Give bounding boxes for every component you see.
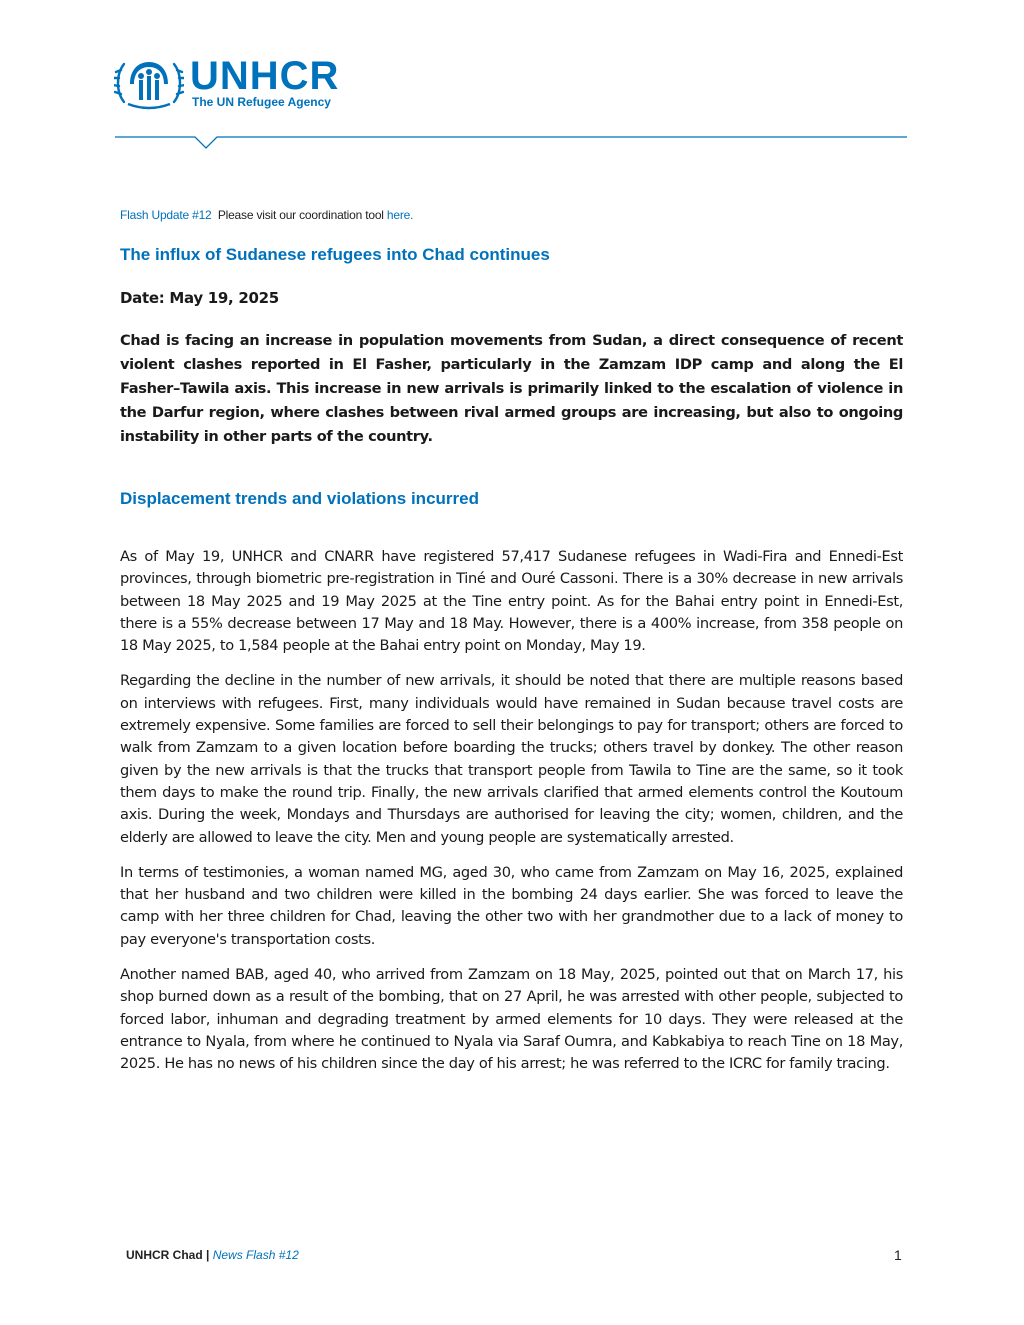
lead-paragraph: Chad is facing an increase in population movements from Sudan, a direct consequence of recent violent clashes reported in El Fasher, particularly in the Zamzam IDP camp and along the El Fasher–Tawila axis. This increase in new arrivals is primarily linked to the escalation of violence in the Darfur region, where clashes between rival armed groups are increasing, but also to ongoing instability in other parts of the country.: [120, 332, 903, 445]
footer-org: UNHCR Chad |: [126, 1248, 210, 1262]
body-paragraph: Another named BAB, aged 40, who arrived from Zamzam on 18 May, 2025, pointed out that on March 17, his shop burned down as a result of the bombing, that on 27 April, he was arrested with other people, subjected to forced labor, inhuman and degrading treatment by armed elements for 10 days. They were released at the entrance to Nyala, from where he continued to Nyala via Saraf Oumra, and Kabkabiya to reach Tine on 18 May, 2025. He has no news of his children since the day of his arrest; he was referred to the ICRC for family tracing.: [120, 966, 903, 1073]
body-paragraph: In terms of testimonies, a woman named MG, aged 30, who came from Zamzam on May 16, 2025, explained that her husband and two children were killed in the bombing 24 days earlier. She was forced to leave the camp with her three children for Chad, leaving the other two with her grandmother due to a lack of money to pay everyone's transportation costs.: [120, 863, 903, 948]
document-body: [120, 206, 903, 1076]
unhcr-emblem-icon: [114, 54, 184, 110]
footer-series: News Flash #12: [212, 1248, 299, 1262]
coordination-tool-link[interactable]: here.: [386, 208, 414, 222]
document-date: Date: May 19, 2025: [120, 289, 279, 307]
body-paragraph: Regarding the decline in the number of new arrivals, it should be noted that there are multiple reasons based on interviews with refugees. First, many individuals would have remained in Sudan because travel costs are extremely expensive. Some families are forced to sell their belongings to pay for transport; others are forced to walk from Zamzam to a given location before boarding the trucks; others travel by donkey. The other reason given by the new arrivals is that the trucks that transport people from Tawila to Tine are the same, so it took them days to make the round trip. Finally, the new arrivals clarified that armed elements control the Koutoum axis. During the week, Mondays and Thursdays are authorised for leaving the city; women, children, and the elderly are allowed to leave the city. Men and young people are systematically arrested.: [120, 672, 903, 846]
flash-update-line: [120, 206, 903, 224]
logo-subtitle: The UN Refugee Agency: [192, 95, 331, 109]
footer-source: [126, 1247, 299, 1263]
coordination-tool-text: Please visit our coordination tool: [217, 208, 384, 222]
page-number: 1: [894, 1247, 902, 1263]
body-paragraph: As of May 19, UNHCR and CNARR have registered 57,417 Sudanese refugees in Wadi-Fira and Ennedi-Est provinces, through biometric pre-registration in Tiné and Ouré Cassoni. There is a 30% decrease in new arrivals between 18 May 2025 and 19 May 2025 at the Tine entry point. As for the Bahai entry point in Ennedi-Est, there is a 55% decrease between 17 May and 18 May. However, there is a 400% increase, from 358 people on 18 May 2025, to 1,584 people at the Bahai entry point on Monday, May 19.: [120, 548, 903, 655]
header-divider: [115, 128, 907, 154]
document-title: The influx of Sudanese refugees into Chad continues: [120, 245, 550, 264]
flash-update-label: Flash Update #12: [120, 208, 212, 222]
unhcr-logo: [114, 54, 374, 114]
logo-wordmark: UNHCR: [190, 54, 340, 98]
section-heading: Displacement trends and violations incurred: [120, 489, 479, 508]
